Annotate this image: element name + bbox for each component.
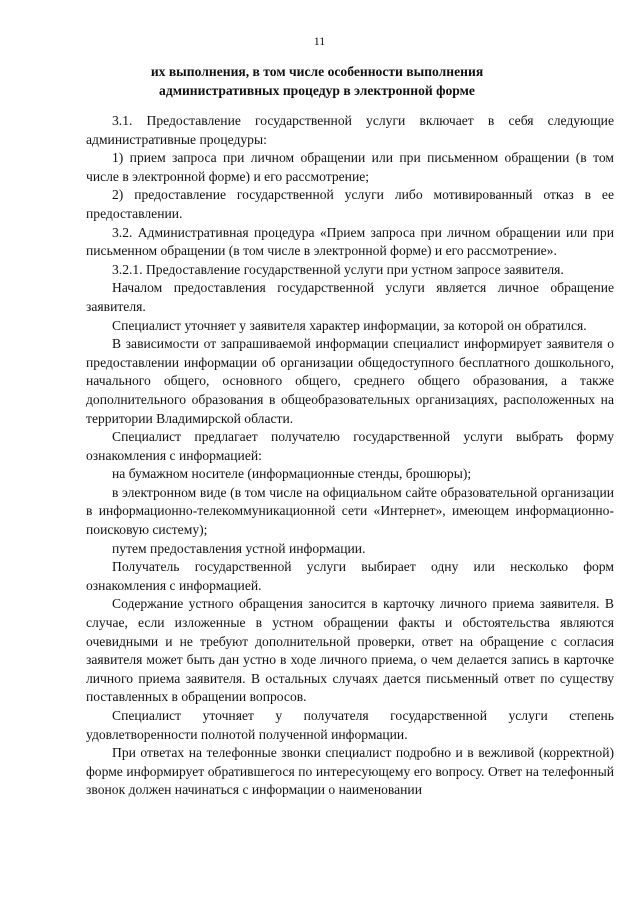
paragraph-3-2-1: 3.2.1. Предоставление государственной услуги при устном запросе заявителя. (112, 261, 564, 277)
body-text (86, 112, 614, 800)
paragraph-depending-on-info: В зависимости от запрашиваемой информации специалист информирует заявителя о предоставлении информации об организации общедоступного бесплатного дошкольного, начального общего, основного общего, среднего общего образования, а также дополнительного образования в общеобразовательных организациях, расположенных на территории Владимирской области. (86, 336, 614, 426)
paragraph-specialist-clarifies: Специалист уточняет у заявителя характер информации, за которой он обратился. (112, 317, 587, 333)
paragraph-oral-form: путем предоставления устной информации. (112, 540, 366, 556)
section-heading-line-2: административных процедур в электронной форме (159, 83, 475, 98)
section-heading-line-1: их выполнения, в том числе особенности выполнения (150, 64, 484, 79)
paragraph-satisfaction: Специалист уточняет у получателя государственной услуги степень удовлетворенности полнотой полученной информации. (86, 708, 614, 742)
paragraph-3-2: 3.2. Административная процедура «Прием запроса при личном обращении или при письменном обращении (в том числе в электронной форме) и его рассмотрение». (86, 224, 614, 259)
paragraph-procedure-1: 1) прием запроса при личном обращении или при письменном обращении (в том числе в электронной форме) и его рассмотрение; (86, 150, 614, 184)
page-number: 11 (313, 34, 326, 48)
paragraph-recipient-chooses: Получатель государственной услуги выбирает одну или несколько форм ознакомления с информацией. (86, 559, 614, 593)
paragraph-oral-appeal-content: Содержание устного обращения заносится в карточку личного приема заявителя. В случае, если изложенные в устном обращении факты и обстоятельства являются очевидными и не требуют дополнительной проверки, ответ на обращение с согласия заявителя может быть дан устно в ходе личного приема, о чем делается запись в карточке личного приема заявителя. В остальных случаях дается письменный ответ по существу поставленных в обращении вопросов. (86, 596, 614, 705)
paragraph-phone-calls: При ответах на телефонные звонки специалист подробно и в вежливой (корректной) форме информирует обратившегося по интересующему его вопросу. Ответ на телефонный звонок должен начинаться с информации о наименовании (86, 745, 614, 798)
paragraph-paper-form: на бумажном носителе (информационные стенды, брошюры); (112, 466, 472, 482)
paragraph-procedure-2: 2) предоставление государственной услуги либо мотивированный отказ в ее предоставлении. (86, 187, 614, 221)
paragraph-electronic-form: в электронном виде (в том числе на официальном сайте образовательной организации в информационно-телекоммуникационной сети «Интернет», имеющем информационно-поисковую систему); (86, 484, 614, 538)
paragraph-choose-form: Специалист предлагает получателю государственной услуги выбрать форму ознакомления с информацией: (86, 429, 614, 463)
paragraph-3-1: 3.1. Предоставление государственной услуги включает в себя следующие административные процедуры: (86, 113, 614, 147)
paragraph-start-of-service: Началом предоставления государственной услуги является личное обращение заявителя. (86, 280, 614, 314)
section-heading (82, 62, 552, 100)
